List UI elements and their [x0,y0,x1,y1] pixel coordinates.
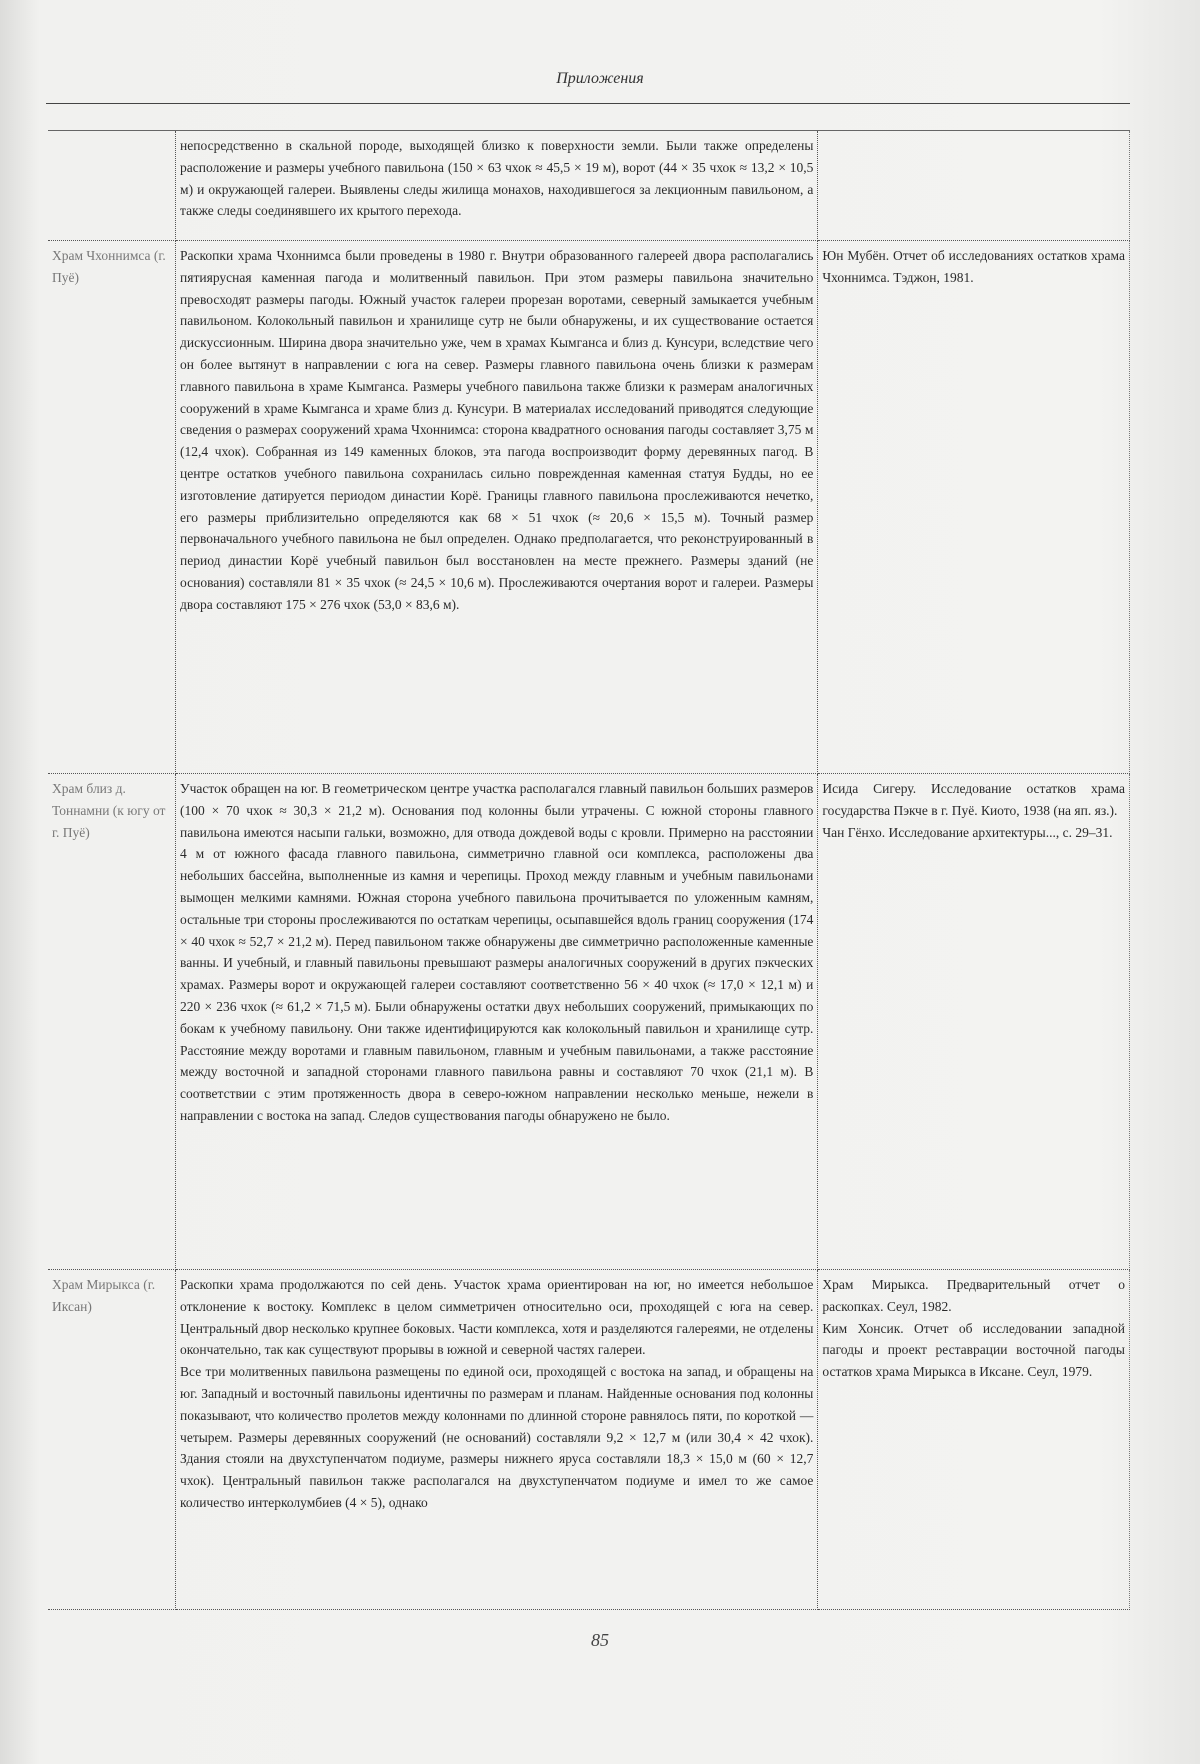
description-paragraph: Раскопки храма Чхоннимса были проведены в 1980 г. Внутри образованного галереей двора располагались пятиярусная каменная пагода и молитвенный павильон. При этом размеры павильона значительно превосходят размеры пагоды. Южный участок галереи прорезан воротами, северный замыкается учебным павильоном. Колокольный павильон и хранилище сутр не были обнаружены, и их существование остается дискуссионным. Ширина двора значительно уже, чем в храмах Кымганса и близ д. Кунсури, вследствие чего он более вытянут в направлении с юга на север. Размеры главного павильона очень близки к размерам главного павильона в храме Кымганса. Размеры учебного павильона также близки к размерам аналогичных сооружений в храме Кымганса и храме близ д. Кунсури. В материалах исследований приводятся следующие сведения о размерах сооружений храма Чхоннимса: сторона квадратного основания пагоды составляет 3,75 м (12,4 чхок). Собранная из 149 каменных блоков, эта пагода воспроизводит форму деревянных пагод. В центре остатков учебного павильона сохранилась сильно поврежденная каменная статуя Будды, но ее изготовление датируется периодом династии Корё. Границы главного павильона прослеживаются нечетко, его размеры приблизительно определяются как 68 × 51 чхок (≈ 20,6 × 15,5 м). Точный размер первоначального учебного павильона не был определен. Однако предполагается, что реконструированный в период династии Корё учебный павильон был восстановлен на месте прежнего. Размеры зданий (не основания) составляли 81 × 35 чхок (≈ 24,5 × 10,6 м). Прослеживаются очертания ворот и галереи. Размеры двора составляют 175 × 276 чхок (53,0 × 83,6 м). [180,248,814,612]
description-paragraph: Раскопки храма продолжаются по сей день. Участок храма ориентирован на юг, но имеется небольшое отклонение к востоку. Комплекс в целом симметричен относительно оси, проходящей с юга на север. Центральный двор несколько крупнее боковых. Части комплекса, хотя и разделяются галереями, не отделены окончательно, так как существуют прорывы в южной и северной частях галереи. [180,1277,814,1358]
source-entry: Юн Мубён. Отчет об исследованиях остатков храма Чхоннимса. Тэджон, 1981. [822,248,1125,285]
source-entry: Чан Гёнхо. Исследование архитектуры..., с. 29–31. [822,824,1113,840]
description-paragraph: Все три молитвенных павильона размещены по единой оси, проходящей с востока на запад, и обращены на юг. Западный и восточный павильоны идентичны по размерам и планам. Найденные основания под колонны показывают, что количество пролетов между колоннами по длинной стороне равнялось пяти, по короткой — четырем. Размеры деревянных сооружений (не оснований) составляли 9,2 × 12,7 м (или 30,4 × 42 чхок). Здания стояли на двухступенчатом подиуме, размеры нижнего яруса составляли 18,3 × 15,0 м (60 × 12,7 чхок). Центральный павильон также располагался на двухступенчатом подиуме и имел то же самое количество интерколумбиев (4 × 5), однако [180,1364,814,1510]
description-cell [176,774,818,1270]
description-paragraph: Участок обращен на юг. В геометрическом центре участка располагался главный павильон больших размеров (100 × 70 чхок ≈ 30,3 × 21,2 м). Основания под колонны были утрачены. С южной стороны главного павильона имеются насыпи гальки, возможно, для отвода дождевой воды с кровли. Примерно на расстоянии 4 м от южного фасада главного павильона, симметрично главной оси комплекса, расположены два небольших бассейна, выполненные из камня и черепицы. Проход между главным и учебным павильонами вымощен мелкими камнями. Южная сторона учебного павильона прочитывается по уложенным камням, остальные три стороны прослеживаются по остаткам черепицы, осыпавшейся вдоль границ сооружения (174 × 40 чхок ≈ 52,7 × 21,2 м). Перед павильоном также обнаружены две симметрично расположенные каменные ванны. И учебный, и главный павильоны превышают размеры аналогичных сооружений в других пэкческих храмах. Размеры ворот и окружающей галереи составляют соответственно 56 × 40 чхок (≈ 17,0 × 12,1 м) и 220 × 236 чхок (≈ 61,2 × 71,5 м). Были обнаружены остатки двух небольших сооружений, примыкающих по бокам к учебному павильону. Они также идентифицируются как колокольный павильон и хранилище сутр. Расстояние между воротами и главным павильоном, главным и учебным павильонами, а также расстояние между восточной и западной сторонами главного павильона равны и составляют 70 чхок (21,1 м). В соответствии с этим протяженность двора в северо-южном направлении несколько меньше, нежели в направлении с востока на запад. Следов существования пагоды обнаружено не было. [180,781,814,1123]
table-row [48,1270,1130,1610]
table-row [48,774,1130,1270]
page-number: 85 [591,1630,609,1650]
source-entry: Ким Хонсик. Отчет об исследовании западной пагоды и проект реставрации восточной пагоды остатков храма Мирыкса в Иксане. Сеул, 1979. [822,1320,1125,1380]
description-cell [176,1270,818,1610]
temple-name-cell: Храм Чхоннимса (г. Пуё) [48,241,176,774]
source-entry: Исида Сигеру. Исследование остатков храма государства Пэкче в г. Пуё. Киото, 1938 (на яп. яз.). [822,781,1125,818]
table-row [48,131,1130,241]
header-rule [46,103,1130,104]
description-paragraph: непосредственно в скальной породе, выходящей близко к поверхности земли. Были также определены расположение и размеры учебного павильона (150 × 63 чхок ≈ 45,5 × 19 м), ворот (44 × 35 чхок ≈ 13,2 × 10,5 м) и окружающей галереи. Выявлены следы жилища монахов, находившегося за лекционным павильоном, а также следы соединявшего их крытого перехода. [180,138,814,219]
sources-cell [818,774,1130,1270]
temple-name-cell [48,131,176,241]
source-entry: Храм Мирыкса. Предварительный отчет о раскопках. Сеул, 1982. [822,1277,1125,1314]
sources-cell [818,241,1130,774]
sources-cell [818,131,1130,241]
table-row [48,241,1130,774]
description-cell [176,131,818,241]
sources-cell [818,1270,1130,1610]
temple-name-cell: Храм близ д. Тоннамни (к югу от г. Пуё) [48,774,176,1270]
temples-table [48,130,1130,1610]
temple-name-cell: Храм Мирыкса (г. Иксан) [48,1270,176,1610]
running-header: Приложения [556,70,644,87]
description-cell [176,241,818,774]
